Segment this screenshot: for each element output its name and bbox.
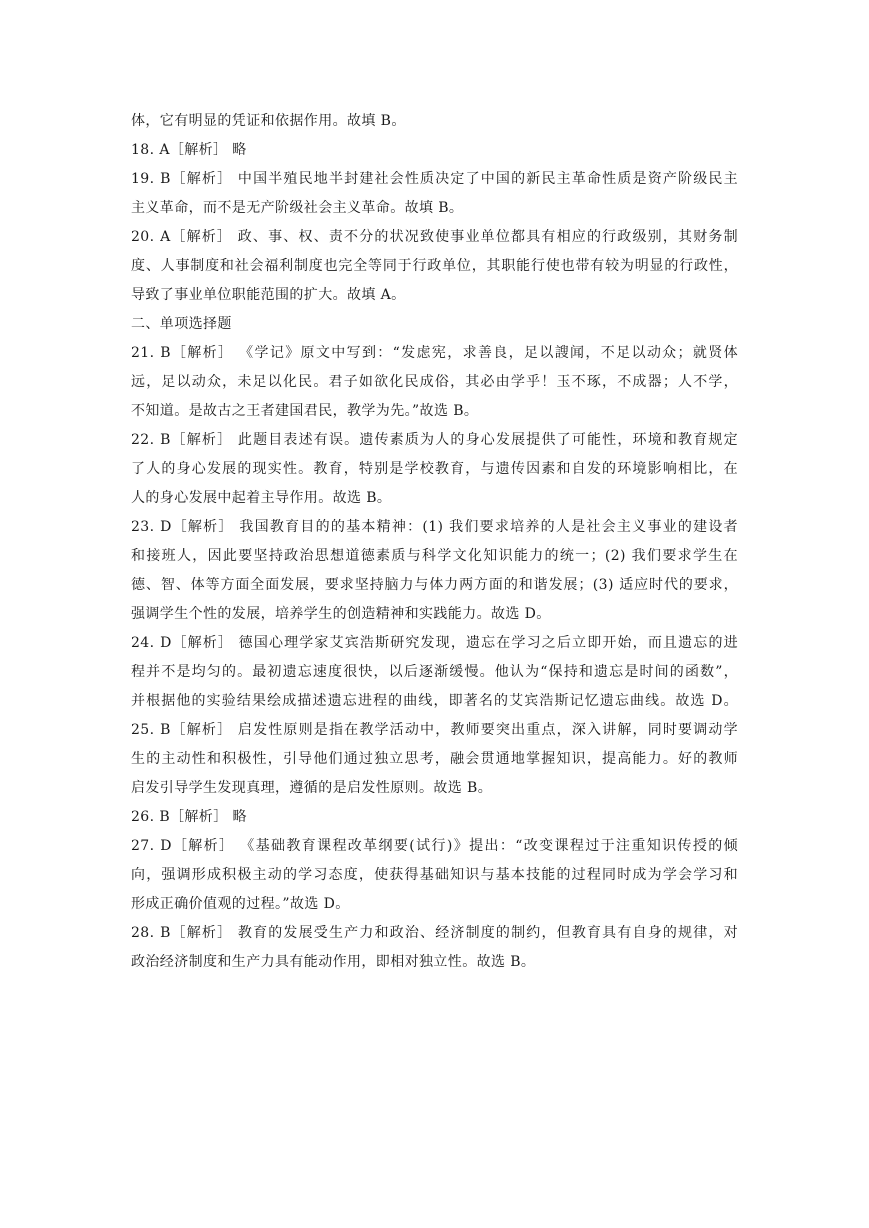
text-line: 了人的身心发展的现实性。教育，特别是学校教育，与遗传因素和自发的环境影响相比，在 <box>131 461 738 477</box>
text-line: 生的主动性和积极性，引导他们通过独立思考，融会贯通地掌握知识，提高能力。好的教师 <box>131 751 738 767</box>
text-line: 体，它有明显的凭证和依据作用。故填 B。 <box>131 113 406 129</box>
text-line: 形成正确价值观的过程。”故选 D。 <box>131 896 350 912</box>
text-line: 强调学生个性的发展，培养学生的创造精神和实践能力。故选 D。 <box>131 606 551 622</box>
answer-20: 20. A［解析］ 政、事、权、责不分的状况致使事业单位都具有相应的行政级别，其财务制 <box>131 229 738 245</box>
text-line: 导致了事业单位职能范围的扩大。故填 A。 <box>131 287 406 303</box>
answer-26: 26. B［解析］ 略 <box>131 809 247 825</box>
text-line: 人的身心发展中起着主导作用。故选 B。 <box>131 490 392 506</box>
section-heading: 二、单项选择题 <box>131 316 232 332</box>
answer-18: 18. A［解析］ 略 <box>131 142 247 158</box>
text-line: 不知道。是故古之王者建国君民，教学为先。”故选 B。 <box>131 403 479 419</box>
answer-23: 23. D［解析］ 我国教育目的的基本精神：(1) 我们要求培养的人是社会主义事业的建设者 <box>131 519 738 535</box>
text-line: 和接班人，因此要坚持政治思想道德素质与科学文化知识能力的统一；(2) 我们要求学生在 <box>131 548 738 564</box>
answer-28: 28. B［解析］ 教育的发展受生产力和政治、经济制度的制约，但教育具有自身的规律，对 <box>131 925 738 941</box>
answer-21: 21. B［解析］ 《学记》原文中写到：“发虑宪，求善良，足以謏闻，不足以动众；就贤体 <box>131 345 738 361</box>
answer-22: 22. B［解析］ 此题目表述有误。遗传素质为人的身心发展提供了可能性，环境和教育规定 <box>131 432 738 448</box>
text-line: 政治经济制度和生产力具有能动作用，即相对独立性。故选 B。 <box>131 954 536 970</box>
text-line: 远，足以动众，未足以化民。君子如欲化民成俗，其必由学乎！玉不琢，不成器；人不学， <box>131 374 738 390</box>
answer-27: 27. D［解析］ 《基础教育课程改革纲要(试行)》提出：“改变课程过于注重知识传授的倾 <box>131 838 738 854</box>
text-line: 德、智、体等方面全面发展，要求坚持脑力与体力两方面的和谐发展；(3) 适应时代的要求， <box>131 577 738 593</box>
text-line: 程并不是均匀的。最初遗忘速度很快，以后逐渐缓慢。他认为“保持和遗忘是时间的函数”， <box>131 664 738 680</box>
text-line: 启发引导学生发现真理，遵循的是启发性原则。故选 B。 <box>131 780 493 796</box>
answer-24: 24. D［解析］ 德国心理学家艾宾浩斯研究发现，遗忘在学习之后立即开始，而且遗忘的进 <box>131 635 738 651</box>
text-line: 向，强调形成积极主动的学习态度，使获得基础知识与基本技能的过程同时成为学会学习和 <box>131 867 738 883</box>
answer-25: 25. B［解析］ 启发性原则是指在教学活动中，教师要突出重点，深入讲解，同时要调动学 <box>131 722 738 738</box>
text-line: 并根据他的实验结果绘成描述遗忘进程的曲线，即著名的艾宾浩斯记忆遗忘曲线。故选 D。 <box>131 693 738 709</box>
answer-19: 19. B［解析］ 中国半殖民地半封建社会性质决定了中国的新民主革命性质是资产阶级民主 <box>131 171 738 187</box>
text-line: 度、人事制度和社会福利制度也完全等同于行政单位，其职能行使也带有较为明显的行政性， <box>131 258 738 274</box>
text-line: 主义革命，而不是无产阶级社会主义革命。故填 B。 <box>131 200 464 216</box>
